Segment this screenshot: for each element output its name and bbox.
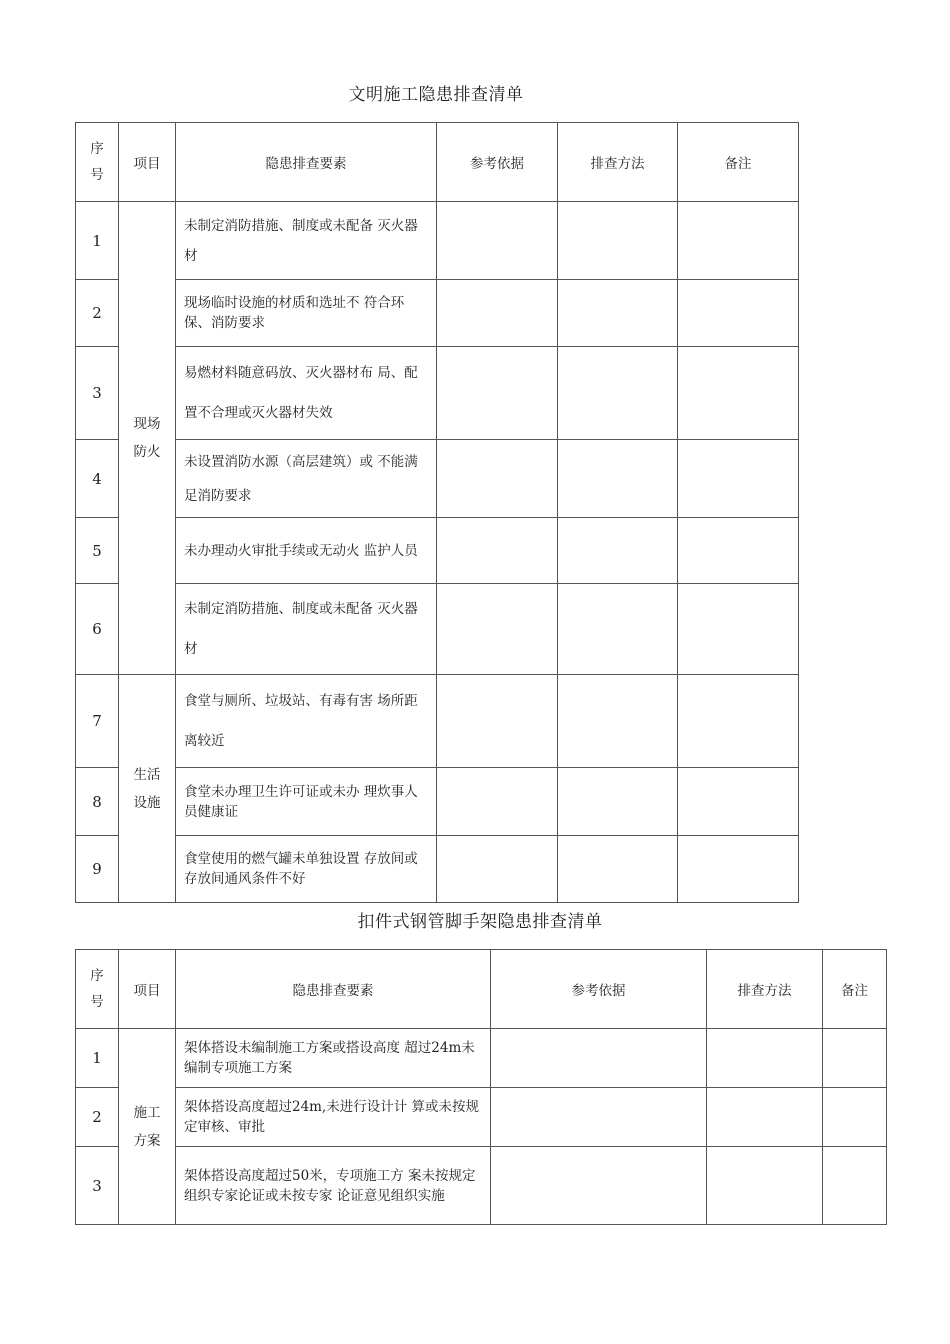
row-element: 未办理动火审批手续或无动火 监护人员 xyxy=(176,518,437,584)
row-method xyxy=(558,768,678,836)
table1-title: 文明施工隐患排查清单 xyxy=(348,85,524,105)
row-method xyxy=(707,1088,823,1147)
row-remark xyxy=(678,440,799,518)
row-remark xyxy=(678,347,799,440)
row-seq: 1 xyxy=(76,1029,119,1088)
row-remark xyxy=(678,584,799,675)
table-row xyxy=(76,440,799,518)
header-remark: 备注 xyxy=(823,950,887,1029)
header-method: 排查方法 xyxy=(707,950,823,1029)
row-element: 未制定消防措施、制度或未配备 灭火器材 xyxy=(176,202,437,280)
row-seq: 2 xyxy=(76,280,119,347)
header-basis: 参考依据 xyxy=(437,123,558,202)
table-header-row xyxy=(76,950,887,1029)
row-basis xyxy=(437,280,558,347)
row-element: 未设置消防水源（高层建筑）或 不能满足消防要求 xyxy=(176,440,437,518)
row-basis xyxy=(491,1147,707,1225)
row-basis xyxy=(437,836,558,903)
row-remark xyxy=(823,1088,887,1147)
row-remark xyxy=(678,202,799,280)
group-project: 生活 设施 xyxy=(119,675,176,903)
table-row xyxy=(76,584,799,675)
row-seq: 4 xyxy=(76,440,119,518)
row-basis xyxy=(437,202,558,280)
row-seq: 1 xyxy=(76,202,119,280)
row-element: 食堂与厕所、垃圾站、有毒有害 场所距离较近 xyxy=(176,675,437,768)
row-element: 现场临时设施的材质和选址不 符合环保、消防要求 xyxy=(176,280,437,347)
row-basis xyxy=(491,1029,707,1088)
table-row xyxy=(76,1147,887,1225)
row-basis xyxy=(437,440,558,518)
hazard-table-civilized-construction xyxy=(75,122,799,903)
header-seq: 序 号 xyxy=(76,123,119,202)
row-method xyxy=(558,440,678,518)
row-method xyxy=(558,836,678,903)
row-method xyxy=(558,675,678,768)
row-seq: 3 xyxy=(76,347,119,440)
row-basis xyxy=(437,347,558,440)
table-row xyxy=(76,1088,887,1147)
header-method: 排查方法 xyxy=(558,123,678,202)
row-remark xyxy=(678,768,799,836)
header-element: 隐患排查要素 xyxy=(176,123,437,202)
row-method xyxy=(558,347,678,440)
row-seq: 6 xyxy=(76,584,119,675)
table-row xyxy=(76,836,799,903)
table-row xyxy=(76,518,799,584)
row-remark xyxy=(823,1147,887,1225)
table-header-row xyxy=(76,123,799,202)
row-basis xyxy=(437,584,558,675)
row-remark xyxy=(678,518,799,584)
row-method xyxy=(558,280,678,347)
header-project: 项目 xyxy=(119,123,176,202)
table2-title: 扣件式钢管脚手架隐患排查清单 xyxy=(357,912,603,932)
row-seq: 3 xyxy=(76,1147,119,1225)
row-method xyxy=(558,202,678,280)
row-method xyxy=(707,1029,823,1088)
row-method xyxy=(558,584,678,675)
row-method xyxy=(707,1147,823,1225)
table-row xyxy=(76,675,799,768)
row-remark xyxy=(678,836,799,903)
row-seq: 7 xyxy=(76,675,119,768)
row-basis xyxy=(437,675,558,768)
group-project: 现场 防火 xyxy=(119,202,176,675)
row-basis xyxy=(437,518,558,584)
row-seq: 9 xyxy=(76,836,119,903)
table-row xyxy=(76,347,799,440)
row-remark xyxy=(823,1029,887,1088)
row-element: 易燃材料随意码放、灭火器材布 局、配置不合理或灭火器材失效 xyxy=(176,347,437,440)
row-basis xyxy=(437,768,558,836)
header-basis: 参考依据 xyxy=(491,950,707,1029)
row-element: 架体搭设未编制施工方案或搭设高度 超过24m未编制专项施工方案 xyxy=(176,1029,491,1088)
header-element: 隐患排查要素 xyxy=(176,950,491,1029)
row-seq: 5 xyxy=(76,518,119,584)
row-element: 食堂未办理卫生许可证或未办 理炊事人员健康证 xyxy=(176,768,437,836)
row-remark xyxy=(678,675,799,768)
row-element: 食堂使用的燃气罐未单独设置 存放间或存放间通风条件不好 xyxy=(176,836,437,903)
header-seq: 序 号 xyxy=(76,950,119,1029)
table-row xyxy=(76,768,799,836)
header-remark: 备注 xyxy=(678,123,799,202)
table-row xyxy=(76,1029,887,1088)
row-element: 未制定消防措施、制度或未配备 灭火器材 xyxy=(176,584,437,675)
hazard-table-scaffold xyxy=(75,949,887,1225)
row-seq: 2 xyxy=(76,1088,119,1147)
table-row xyxy=(76,280,799,347)
row-method xyxy=(558,518,678,584)
row-element: 架体搭设高度超过24m,未进行设计计 算或未按规定审核、审批 xyxy=(176,1088,491,1147)
table-row xyxy=(76,202,799,280)
header-project: 项目 xyxy=(119,950,176,1029)
row-element: 架体搭设高度超过50米，专项施工方 案未按规定组织专家论证或未按专家 论证意见组织实施 xyxy=(176,1147,491,1225)
group-project: 施工 方案 xyxy=(119,1029,176,1225)
row-basis xyxy=(491,1088,707,1147)
row-remark xyxy=(678,280,799,347)
row-seq: 8 xyxy=(76,768,119,836)
